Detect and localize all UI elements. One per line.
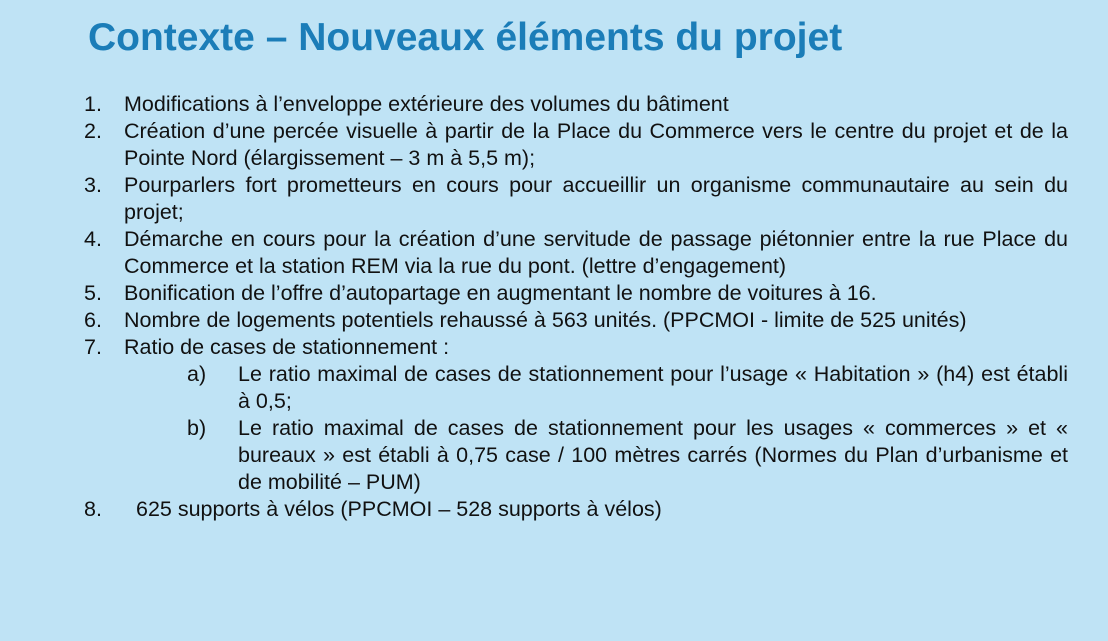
list-item-number: 7.	[84, 335, 102, 359]
list-item	[84, 307, 1068, 334]
list-item-number: 3.	[84, 173, 102, 197]
list-item-number: 6.	[84, 308, 102, 332]
list-item-text: Démarche en cours pour la création d’une servitude de passage piétonnier entre la rue Place du Commerce et la station REM via la rue du pont. (lettre d’engagement)	[124, 227, 1068, 278]
sub-list-item-letter: b)	[187, 416, 207, 440]
list-item	[84, 280, 1068, 307]
list-item-text: Création d’une percée visuelle à partir de la Place du Commerce vers le centre du projet et de la Pointe Nord (élargissement – 3 m à 5,5 m);	[124, 119, 1068, 170]
sub-list-item-text: Le ratio maximal de cases de stationnement pour les usages « commerces » et « bureaux » est établi à 0,75 case / 100 mètres carrés (Normes du Plan d’urbanisme et de mobilité – PUM)	[238, 416, 1068, 494]
list-item	[84, 496, 1068, 523]
page-title: Contexte – Nouveaux éléments du projet	[88, 16, 843, 59]
list-item-text: Ratio de cases de stationnement :	[124, 335, 450, 359]
list-item-number: 8.	[84, 497, 102, 521]
list-item-text: Bonification de l’offre d’autopartage en augmentant le nombre de voitures à 16.	[124, 281, 877, 305]
sub-list-item-text: Le ratio maximal de cases de stationnement pour l’usage « Habitation » (h4) est établi à 0,5;	[238, 362, 1068, 413]
list-item	[84, 226, 1068, 280]
list-item	[84, 334, 1068, 361]
sub-list-item	[84, 361, 1068, 415]
sub-list-item-letter: a)	[187, 362, 207, 386]
list-item-text: Modifications à l’enveloppe extérieure des volumes du bâtiment	[124, 92, 729, 116]
list-item-number: 2.	[84, 119, 102, 143]
sub-list-item	[84, 415, 1068, 496]
list-item-number: 5.	[84, 281, 102, 305]
numbered-list	[84, 91, 1068, 523]
list-item-number: 4.	[84, 227, 102, 251]
list-item	[84, 91, 1068, 118]
list-item	[84, 118, 1068, 172]
list-item	[84, 172, 1068, 226]
list-item-text: Nombre de logements potentiels rehaussé à 563 unités. (PPCMOI - limite de 525 unités)	[124, 308, 967, 332]
list-item-number: 1.	[84, 92, 102, 116]
list-item-text: Pourparlers fort prometteurs en cours pour accueillir un organisme communautaire au sein du projet;	[124, 173, 1068, 224]
list-item-text: 625 supports à vélos (PPCMOI – 528 supports à vélos)	[136, 497, 662, 521]
